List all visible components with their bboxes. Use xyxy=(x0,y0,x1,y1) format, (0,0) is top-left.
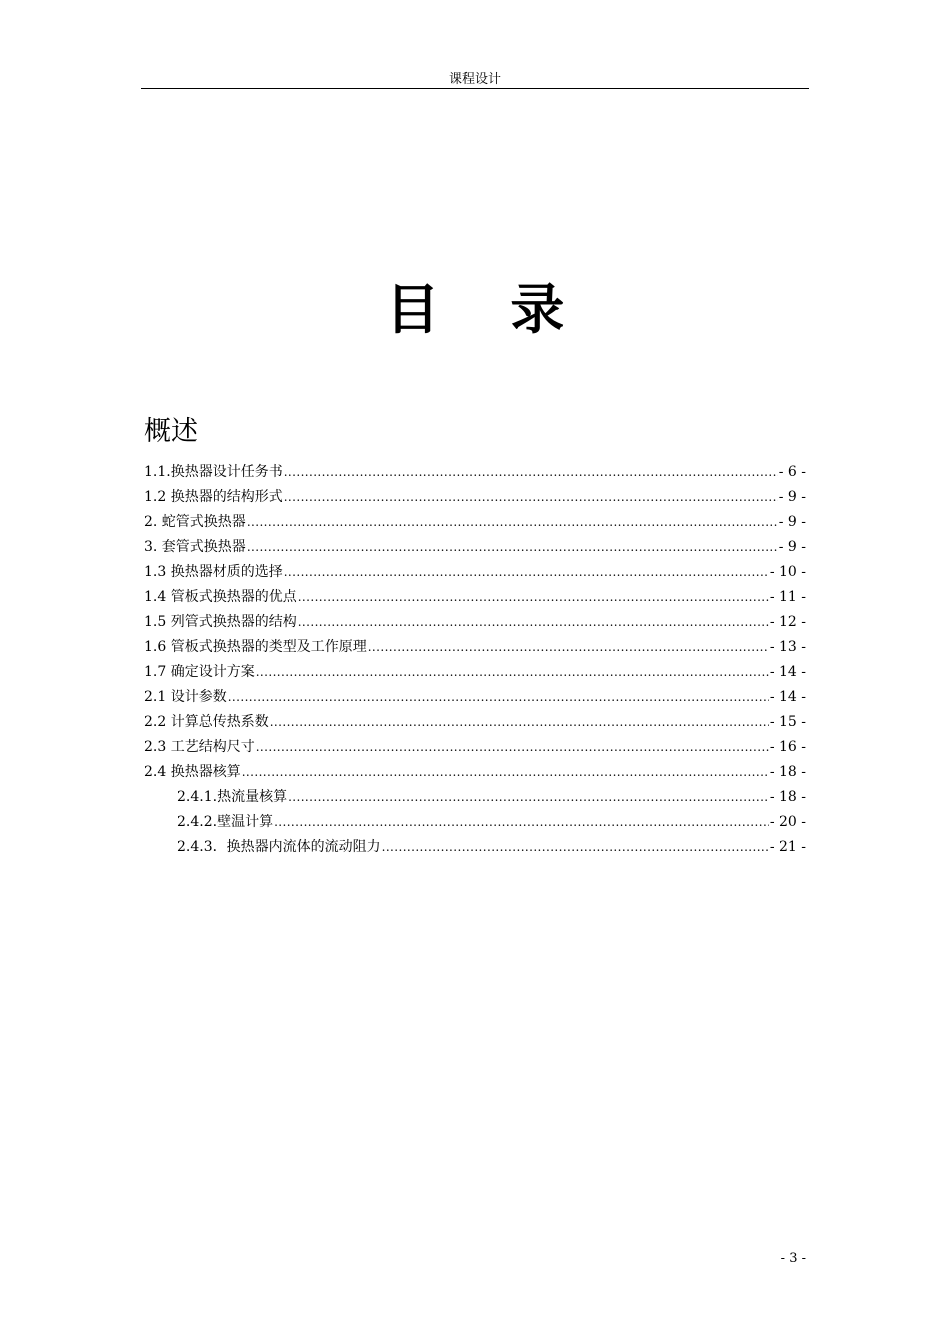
page-number: - 3 - xyxy=(780,1251,806,1266)
toc-entry-label[interactable]: 1.2 换热器的结构形式 xyxy=(144,489,283,505)
toc-entry-label[interactable]: 1.6 管板式换热器的类型及工作原理 xyxy=(144,639,367,655)
toc-entry-page[interactable]: - 13 - xyxy=(769,639,806,655)
toc-entry-label[interactable]: 2.4 换热器核算 xyxy=(144,764,241,780)
toc-dot-leader xyxy=(288,785,769,810)
toc-entry-label[interactable]: 1.4 管板式换热器的优点 xyxy=(144,589,297,605)
toc-entry-label[interactable]: 2.2 计算总传热系数 xyxy=(144,714,269,730)
toc-entry[interactable] xyxy=(144,710,806,735)
toc-entry[interactable] xyxy=(144,560,806,585)
toc-entry[interactable] xyxy=(144,635,806,660)
section-heading: 概述 xyxy=(144,416,198,447)
toc-entry-page[interactable]: - 14 - xyxy=(769,689,806,705)
toc-entry-page[interactable]: - 21 - xyxy=(769,839,806,855)
toc-entry[interactable] xyxy=(144,585,806,610)
toc-entry-label[interactable]: 2.4.3．换热器内流体的流动阻力 xyxy=(177,839,381,855)
toc-entry-page[interactable]: - 16 - xyxy=(769,739,806,755)
toc-entry-label[interactable]: 2.4.2.壁温计算 xyxy=(177,814,274,830)
toc-dot-leader xyxy=(284,485,778,510)
toc-dot-leader xyxy=(256,735,769,760)
toc-entry-page[interactable]: - 9 - xyxy=(778,514,806,530)
toc-entry-label[interactable]: 1.1.换热器设计任务书 xyxy=(144,464,283,480)
toc-dot-leader xyxy=(270,710,769,735)
toc-entry-label[interactable]: 2.1 设计参数 xyxy=(144,689,227,705)
toc-dot-leader xyxy=(298,610,769,635)
toc-entry-label[interactable]: 1.3 换热器材质的选择 xyxy=(144,564,283,580)
toc-entry[interactable] xyxy=(144,835,806,860)
toc-entry[interactable] xyxy=(144,810,806,835)
toc-entry[interactable] xyxy=(144,460,806,485)
toc-dot-leader xyxy=(298,585,769,610)
running-header: 课程设计 xyxy=(448,72,501,87)
toc-dot-leader xyxy=(242,760,769,785)
toc-entry[interactable] xyxy=(144,735,806,760)
toc-entry-label[interactable]: 2.4.1.热流量核算 xyxy=(177,789,288,805)
toc-entry-page[interactable]: - 9 - xyxy=(778,489,806,505)
toc-entry-page[interactable]: - 15 - xyxy=(769,714,806,730)
toc-title: 目 录 xyxy=(385,277,591,341)
toc-entry[interactable] xyxy=(144,610,806,635)
toc-entry-label[interactable]: 2.3 工艺结构尺寸 xyxy=(144,739,255,755)
toc-dot-leader xyxy=(228,685,769,710)
toc-entry[interactable] xyxy=(144,535,806,560)
toc-entry[interactable] xyxy=(144,785,806,810)
toc-entry[interactable] xyxy=(144,510,806,535)
toc-entry-page[interactable]: - 10 - xyxy=(769,564,806,580)
toc-entry-page[interactable]: - 11 - xyxy=(769,589,806,605)
toc-entry[interactable] xyxy=(144,685,806,710)
toc-entry-label[interactable]: 1.5 列管式换热器的结构 xyxy=(144,614,297,630)
toc-entry-page[interactable]: - 18 - xyxy=(769,764,806,780)
header-rule xyxy=(141,88,809,89)
toc-dot-leader xyxy=(284,560,769,585)
table-of-contents xyxy=(144,460,806,860)
toc-dot-leader xyxy=(256,660,769,685)
toc-entry-page[interactable]: - 6 - xyxy=(778,464,806,480)
toc-entry-page[interactable]: - 9 - xyxy=(778,539,806,555)
toc-entry-page[interactable]: - 20 - xyxy=(769,814,806,830)
toc-dot-leader xyxy=(284,460,778,485)
toc-entry-label[interactable]: 3. 套管式换热器 xyxy=(144,539,246,555)
toc-entry-label[interactable]: 2. 蛇管式换热器 xyxy=(144,514,246,530)
toc-dot-leader xyxy=(247,510,778,535)
toc-entry[interactable] xyxy=(144,485,806,510)
toc-entry-page[interactable]: - 14 - xyxy=(769,664,806,680)
toc-dot-leader xyxy=(247,535,778,560)
toc-entry[interactable] xyxy=(144,660,806,685)
toc-entry-page[interactable]: - 18 - xyxy=(769,789,806,805)
toc-entry[interactable] xyxy=(144,760,806,785)
toc-dot-leader xyxy=(274,810,769,835)
toc-entry-label[interactable]: 1.7 确定设计方案 xyxy=(144,664,255,680)
toc-entry-page[interactable]: - 12 - xyxy=(769,614,806,630)
toc-dot-leader xyxy=(382,835,769,860)
toc-dot-leader xyxy=(368,635,769,660)
